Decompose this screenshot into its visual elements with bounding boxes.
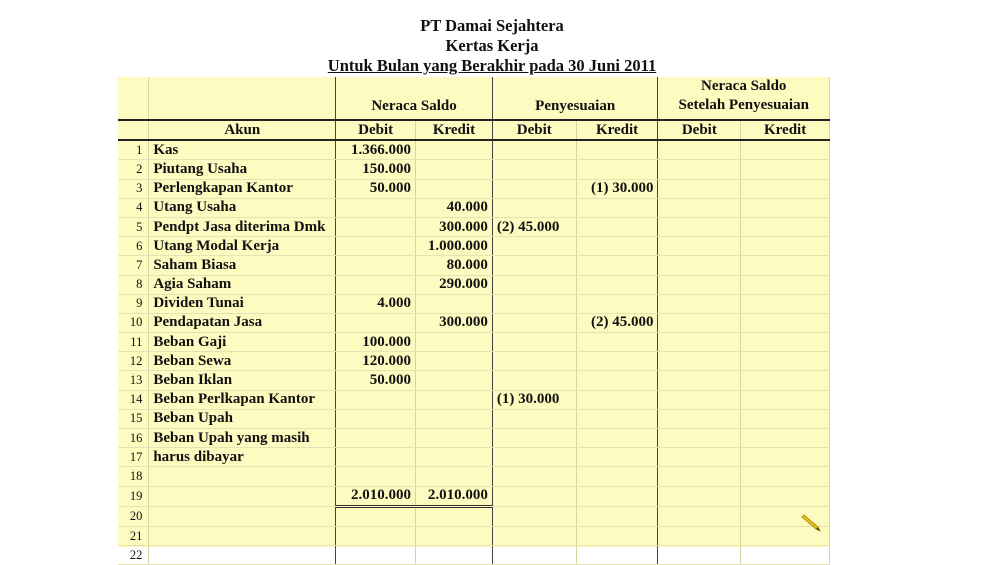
tb-debit-cell: [336, 546, 416, 565]
table-row: [118, 467, 830, 486]
table-row: [118, 256, 830, 275]
header-adjusted-tb: [658, 77, 830, 120]
atb-credit-cell: [741, 467, 830, 486]
tb-debit-cell: 2.010.000: [336, 486, 416, 506]
row-number: 8: [118, 275, 149, 294]
atb-credit-cell: [741, 179, 830, 198]
tb-debit-cell: [336, 275, 416, 294]
adj-debit-cell: [492, 352, 576, 371]
tb-debit-cell: [336, 429, 416, 448]
adj-debit-cell: (2) 45.000: [492, 217, 576, 236]
atb-credit-cell: [741, 275, 830, 294]
row-number: 13: [118, 371, 149, 390]
header-atb-credit: Kredit: [741, 120, 830, 140]
row-number: 21: [118, 526, 149, 545]
adj-credit-cell: [576, 294, 658, 313]
adj-credit-cell: [576, 546, 658, 565]
adj-debit-cell: [492, 429, 576, 448]
tb-credit-cell: [416, 506, 493, 526]
tb-debit-cell: [336, 448, 416, 467]
table-row: [118, 371, 830, 390]
adj-debit-cell: [492, 409, 576, 428]
adj-credit-cell: (1) 30.000: [576, 179, 658, 198]
header-trial-balance: Neraca Saldo: [336, 77, 493, 120]
adj-debit-cell: [492, 371, 576, 390]
period-title: Untuk Bulan yang Berakhir pada 30 Juni 2011: [327, 56, 657, 75]
tb-debit-cell: [336, 198, 416, 217]
table-row: [118, 546, 830, 565]
atb-debit-cell: [658, 371, 741, 390]
tb-credit-cell: [416, 390, 493, 409]
account-name: Perlengkapan Kantor: [149, 179, 336, 198]
tb-credit-cell: [416, 448, 493, 467]
tb-debit-cell: 50.000: [336, 371, 416, 390]
atb-debit-cell: [658, 467, 741, 486]
adj-credit-cell: [576, 198, 658, 217]
company-name: PT Damai Sejahtera: [420, 16, 564, 35]
atb-debit-cell: [658, 275, 741, 294]
table-row: [118, 390, 830, 409]
row-number: 5: [118, 217, 149, 236]
header-adjustments: Penyesuaian: [492, 77, 658, 120]
atb-credit-cell: [741, 217, 830, 236]
atb-credit-cell: [741, 140, 830, 160]
adj-debit-cell: [492, 526, 576, 545]
adj-credit-cell: [576, 371, 658, 390]
adj-credit-cell: [576, 448, 658, 467]
account-name: [149, 546, 336, 565]
atb-credit-cell: [741, 313, 830, 332]
adj-debit-cell: [492, 256, 576, 275]
account-name: Utang Usaha: [149, 198, 336, 217]
row-number: 17: [118, 448, 149, 467]
adj-credit-cell: [576, 486, 658, 506]
row-number: 16: [118, 429, 149, 448]
row-number: 4: [118, 198, 149, 217]
adj-debit-cell: [492, 179, 576, 198]
atb-credit-cell: [741, 256, 830, 275]
tb-credit-cell: [416, 429, 493, 448]
tb-debit-cell: [336, 217, 416, 236]
tb-debit-cell: 4.000: [336, 294, 416, 313]
tb-credit-cell: [416, 160, 493, 179]
atb-credit-cell: [741, 486, 830, 506]
tb-credit-cell: 1.000.000: [416, 237, 493, 256]
header-account: Akun: [149, 120, 336, 140]
atb-credit-cell: [741, 352, 830, 371]
adj-credit-cell: [576, 160, 658, 179]
adj-credit-cell: [576, 506, 658, 526]
account-name: harus dibayar: [149, 448, 336, 467]
tb-debit-cell: [336, 390, 416, 409]
atb-credit-cell: [741, 333, 830, 352]
account-name: Saham Biasa: [149, 256, 336, 275]
tb-debit-cell: [336, 526, 416, 545]
tb-debit-cell: 150.000: [336, 160, 416, 179]
adj-debit-cell: [492, 546, 576, 565]
atb-credit-cell: [741, 409, 830, 428]
adj-debit-cell: [492, 275, 576, 294]
adj-debit-cell: (1) 30.000: [492, 390, 576, 409]
row-number: 11: [118, 333, 149, 352]
atb-credit-cell: [741, 160, 830, 179]
tb-credit-cell: [416, 526, 493, 545]
atb-debit-cell: [658, 313, 741, 332]
atb-debit-cell: [658, 486, 741, 506]
row-number: 10: [118, 313, 149, 332]
header-row-groups: [118, 77, 830, 120]
header-adj-credit: Kredit: [576, 120, 658, 140]
row-number: 19: [118, 486, 149, 506]
adj-debit-cell: [492, 294, 576, 313]
tb-credit-cell: [416, 140, 493, 160]
atb-credit-cell: [741, 546, 830, 565]
tb-debit-cell: [336, 256, 416, 275]
row-number: 22: [118, 546, 149, 565]
adj-debit-cell: [492, 237, 576, 256]
tb-credit-cell: 80.000: [416, 256, 493, 275]
account-name: Agia Saham: [149, 275, 336, 294]
adj-debit-cell: [492, 486, 576, 506]
adj-credit-cell: [576, 140, 658, 160]
adj-credit-cell: (2) 45.000: [576, 313, 658, 332]
tb-credit-cell: 2.010.000: [416, 486, 493, 506]
tb-debit-cell: 120.000: [336, 352, 416, 371]
worksheet-table: [118, 77, 830, 565]
tb-credit-cell: [416, 467, 493, 486]
row-number: 7: [118, 256, 149, 275]
tb-debit-cell: [336, 467, 416, 486]
tb-credit-cell: 290.000: [416, 275, 493, 294]
table-row: [118, 294, 830, 313]
account-name: Kas: [149, 140, 336, 160]
account-name: [149, 526, 336, 545]
atb-debit-cell: [658, 546, 741, 565]
atb-debit-cell: [658, 390, 741, 409]
adj-debit-cell: [492, 333, 576, 352]
atb-credit-cell: [741, 198, 830, 217]
table-row: [118, 409, 830, 428]
atb-debit-cell: [658, 140, 741, 160]
account-name: Utang Modal Kerja: [149, 237, 336, 256]
account-name: Pendpt Jasa diterima Dmk: [149, 217, 336, 236]
atb-debit-cell: [658, 198, 741, 217]
header-tb-credit: Kredit: [416, 120, 493, 140]
account-name: [149, 467, 336, 486]
adj-credit-cell: [576, 526, 658, 545]
title-block: [0, 16, 984, 76]
tb-credit-cell: [416, 371, 493, 390]
tb-credit-cell: 40.000: [416, 198, 493, 217]
atb-credit-cell: [741, 390, 830, 409]
adj-credit-cell: [576, 429, 658, 448]
table-row: [118, 275, 830, 294]
atb-debit-cell: [658, 409, 741, 428]
table-row: [118, 526, 830, 545]
worksheet: [118, 77, 830, 562]
atb-debit-cell: [658, 294, 741, 313]
header-adjusted-tb-line1: Neraca Saldo: [701, 78, 787, 94]
tb-credit-cell: [416, 409, 493, 428]
account-name: Dividen Tunai: [149, 294, 336, 313]
header-tb-debit: Debit: [336, 120, 416, 140]
adj-credit-cell: [576, 352, 658, 371]
atb-debit-cell: [658, 526, 741, 545]
adj-credit-cell: [576, 217, 658, 236]
table-row: [118, 217, 830, 236]
atb-credit-cell: [741, 294, 830, 313]
account-name: Beban Gaji: [149, 333, 336, 352]
atb-debit-cell: [658, 333, 741, 352]
table-row: [118, 333, 830, 352]
tb-credit-cell: [416, 294, 493, 313]
atb-credit-cell: [741, 371, 830, 390]
tb-debit-cell: [336, 506, 416, 526]
atb-debit-cell: [658, 429, 741, 448]
atb-debit-cell: [658, 237, 741, 256]
atb-debit-cell: [658, 352, 741, 371]
row-number: 1: [118, 140, 149, 160]
document-title: Kertas Kerja: [445, 36, 539, 55]
header-row-columns: [118, 120, 830, 140]
account-name: Beban Upah: [149, 409, 336, 428]
row-number: 20: [118, 506, 149, 526]
tb-debit-cell: 100.000: [336, 333, 416, 352]
table-row: [118, 429, 830, 448]
pencil-icon: [800, 515, 822, 533]
adj-credit-cell: [576, 275, 658, 294]
table-row: [118, 179, 830, 198]
account-name: Beban Sewa: [149, 352, 336, 371]
account-name: Beban Iklan: [149, 371, 336, 390]
adj-debit-cell: [492, 467, 576, 486]
adj-debit-cell: [492, 140, 576, 160]
tb-credit-cell: [416, 179, 493, 198]
row-number: 9: [118, 294, 149, 313]
table-row: [118, 506, 830, 526]
row-number: 14: [118, 390, 149, 409]
tb-credit-cell: 300.000: [416, 217, 493, 236]
header-adjusted-tb-line2: Setelah Penyesuaian: [678, 97, 809, 113]
atb-credit-cell: [741, 237, 830, 256]
table-row: [118, 198, 830, 217]
account-name: [149, 486, 336, 506]
adj-credit-cell: [576, 467, 658, 486]
row-number: 12: [118, 352, 149, 371]
adj-debit-cell: [492, 448, 576, 467]
adj-debit-cell: [492, 160, 576, 179]
header-atb-debit: Debit: [658, 120, 741, 140]
atb-debit-cell: [658, 256, 741, 275]
account-name: Piutang Usaha: [149, 160, 336, 179]
table-row: [118, 486, 830, 506]
atb-debit-cell: [658, 217, 741, 236]
table-row: [118, 352, 830, 371]
adj-debit-cell: [492, 313, 576, 332]
atb-debit-cell: [658, 160, 741, 179]
adj-credit-cell: [576, 409, 658, 428]
atb-credit-cell: [741, 448, 830, 467]
row-number: 18: [118, 467, 149, 486]
adj-credit-cell: [576, 333, 658, 352]
tb-credit-cell: [416, 546, 493, 565]
atb-debit-cell: [658, 506, 741, 526]
adj-credit-cell: [576, 237, 658, 256]
tb-debit-cell: [336, 237, 416, 256]
table-row: [118, 160, 830, 179]
tb-credit-cell: [416, 352, 493, 371]
tb-debit-cell: [336, 409, 416, 428]
account-name: Beban Upah yang masih: [149, 429, 336, 448]
table-row: [118, 237, 830, 256]
table-row: [118, 140, 830, 160]
adj-credit-cell: [576, 390, 658, 409]
row-number: 15: [118, 409, 149, 428]
tb-debit-cell: 50.000: [336, 179, 416, 198]
account-name: Pendapatan Jasa: [149, 313, 336, 332]
account-name: Beban Perlkapan Kantor: [149, 390, 336, 409]
tb-debit-cell: 1.366.000: [336, 140, 416, 160]
tb-credit-cell: [416, 333, 493, 352]
account-name: [149, 506, 336, 526]
atb-debit-cell: [658, 448, 741, 467]
header-adj-debit: Debit: [492, 120, 576, 140]
adj-debit-cell: [492, 506, 576, 526]
adj-debit-cell: [492, 198, 576, 217]
atb-credit-cell: [741, 429, 830, 448]
atb-debit-cell: [658, 179, 741, 198]
row-number: 6: [118, 237, 149, 256]
table-row: [118, 313, 830, 332]
adj-credit-cell: [576, 256, 658, 275]
tb-debit-cell: [336, 313, 416, 332]
row-number: 3: [118, 179, 149, 198]
tb-credit-cell: 300.000: [416, 313, 493, 332]
row-number: 2: [118, 160, 149, 179]
table-row: [118, 448, 830, 467]
